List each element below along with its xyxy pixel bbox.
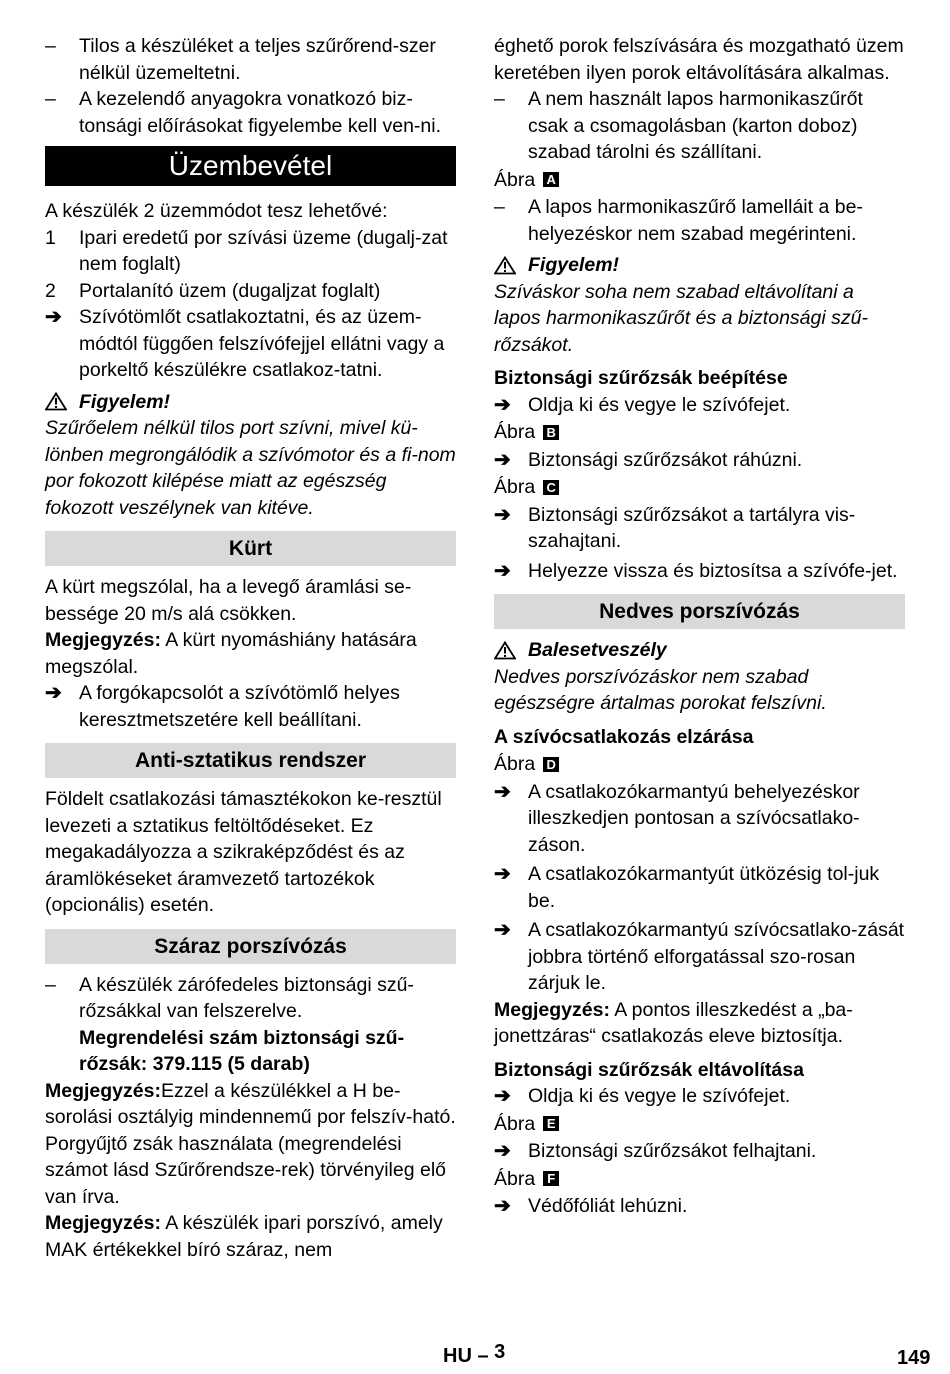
subheading-install: Biztonsági szűrőzsák beépítése — [494, 367, 788, 389]
note-label: Megjegyzés: — [494, 998, 610, 1021]
step-item — [494, 917, 905, 997]
arrow-right-icon: ➔ — [494, 448, 511, 471]
dash-marker: – — [45, 88, 56, 110]
figure-badge: D — [543, 757, 559, 772]
step-text: A forgókapcsolót a szívótömlő helyes keresztmetszetére kell beállítani. — [79, 682, 400, 731]
note-text: A készülék ipari porszívó, amely MAK értékekkel bíró száraz, nem — [45, 1212, 443, 1261]
figure-badge: B — [543, 425, 559, 440]
figure-ref — [494, 1166, 905, 1193]
arrow-right-icon: ➔ — [494, 503, 511, 526]
dash-marker: – — [45, 973, 56, 996]
step-item — [45, 304, 456, 384]
step-text: Biztonsági szűrőzsákot felhajtani. — [528, 1140, 817, 1162]
step-text: Biztonsági szűrőzsákot ráhúzni. — [528, 448, 803, 471]
list-item — [45, 86, 456, 139]
arrow-right-icon: ➔ — [494, 1085, 511, 1107]
list-item — [494, 194, 905, 247]
number-marker: 1 — [45, 226, 56, 249]
step-item — [494, 392, 905, 419]
figure-badge: A — [543, 172, 559, 187]
figure-ref — [494, 1111, 905, 1138]
list-item-text: A kezelendő anyagokra vonatkozó biz-tonsági előírásokat figyelembe kell ven-ni. — [79, 88, 442, 137]
step-text: A csatlakozókarmantyút ütközésig tol-juk be. — [528, 863, 880, 912]
list-item-text: Ipari eredetű por szívási üzeme (dugalj-zat nem foglalt) — [79, 226, 448, 275]
footer-language-page — [443, 1343, 505, 1370]
figure-ref — [494, 167, 905, 194]
step-item — [494, 779, 905, 859]
step-text: Oldja ki és vegye le szívófejet. — [528, 393, 791, 416]
arrow-right-icon: ➔ — [494, 863, 511, 885]
note-label: Megjegyzés: — [45, 1079, 161, 1102]
warning-label: Figyelem! — [528, 254, 620, 276]
note-text: A kürt nyomáshiány hatására megszólal. — [45, 629, 417, 678]
list-item — [45, 225, 456, 278]
step-item — [494, 447, 905, 474]
list-item — [494, 86, 905, 166]
warning-triangle-icon — [494, 641, 516, 660]
list-item — [45, 33, 456, 86]
list-item — [45, 972, 456, 1025]
dry-note-2 — [45, 1210, 456, 1263]
warning-heading — [494, 252, 905, 279]
warning-label: Figyelem! — [79, 390, 171, 413]
warning-text: Szűrőelem nélkül tilos port szívni, mivel kü-lönben megrongálódik a szívómotor és a fi-nom por fokozott kilépése miatt az egészség fokozott veszélynek van kitéve. — [45, 417, 456, 519]
note-text: A pontos illeszkedést a „ba-jonettzáras“ csatlakozás eleve biztosítja. — [494, 998, 853, 1047]
page-number: 149 — [897, 1347, 931, 1369]
step-item — [494, 558, 905, 585]
figure-label: Ábra — [494, 753, 536, 775]
step-text: Oldja ki és vegye le szívófejet. — [528, 1085, 791, 1107]
continued-text: éghető porok felszívására és mozgatható üzem keretében ilyen porok eltávolítására alkalmas. — [494, 35, 904, 84]
step-item — [45, 680, 456, 733]
footer-local-page: 3 — [494, 1341, 506, 1363]
step-item — [494, 1138, 905, 1165]
horn-note — [45, 627, 456, 680]
dry-note-1 — [45, 1078, 456, 1211]
section-title-uzembevetel: Üzembevétel — [45, 146, 456, 186]
note-label: Megjegyzés: — [45, 629, 161, 651]
step-item — [494, 502, 905, 555]
step-text: A csatlakozókarmantyú behelyezéskor illeszkedjen pontosan a szívócsatlako-záson. — [528, 780, 860, 856]
dash-marker: – — [494, 196, 505, 218]
step-text: Biztonsági szűrőzsákot a tartályra vis-szahajtani. — [528, 503, 856, 552]
step-text: Védőfóliát lehúzni. — [528, 1195, 688, 1217]
section-title-wet: Nedves porszívózás — [494, 594, 905, 629]
arrow-right-icon: ➔ — [494, 1195, 511, 1217]
list-item-text: A lapos harmonikaszűrő lamelláit a be-helyezéskor nem szabad megérinteni. — [528, 196, 863, 245]
arrow-right-icon: ➔ — [494, 919, 511, 941]
figure-label: Ábra — [494, 1167, 536, 1190]
figure-label: Ábra — [494, 1112, 536, 1135]
figure-ref — [494, 474, 905, 501]
section-title-kurt: Kürt — [45, 531, 456, 566]
list-item — [45, 278, 456, 305]
list-item-text: A készülék zárófedeles biztonsági szű-rőzsákkal van felszerelve. — [79, 973, 414, 1022]
figure-label: Ábra — [494, 421, 536, 443]
list-item-text: Tilos a készüléket a teljes szűrőrend-szer nélkül üzemeltetni. — [79, 35, 436, 84]
footer-dash: – — [477, 1345, 489, 1367]
list-item-text: Portalanító üzem (dugaljzat foglalt) — [79, 279, 381, 302]
figure-ref — [494, 419, 905, 446]
list-item-text: A nem használt lapos harmonikaszűrőt csak a csomagolásban (karton doboz) szabad tárolni és szállítani. — [528, 88, 863, 163]
arrow-right-icon: ➔ — [494, 393, 511, 416]
step-item — [494, 861, 905, 914]
arrow-right-icon: ➔ — [494, 780, 511, 803]
arrow-right-icon: ➔ — [45, 682, 62, 704]
section-title-dry: Száraz porszívózás — [45, 929, 456, 964]
modes-intro: A készülék 2 üzemmódot tesz lehetővé: — [45, 200, 388, 222]
step-item — [494, 1193, 905, 1220]
note-label: Megjegyzés: — [45, 1212, 161, 1234]
note-text: Ezzel a készülékkel a H be-sorolási osztályig mindennemű por felszív-ható. Porgyűjtő zsák használata (megrendelési számot lásd Szűrőrendsze-rek) törvényileg elő van írva. — [45, 1079, 456, 1208]
dash-marker: – — [494, 88, 505, 110]
subheading-closing: A szívócsatlakozás elzárása — [494, 725, 754, 748]
arrow-right-icon: ➔ — [494, 559, 511, 582]
danger-text: Nedves porszívózáskor nem szabad egészségre ártalmas porokat felszívni. — [494, 665, 827, 714]
subheading-removal: Biztonsági szűrőzsák eltávolítása — [494, 1058, 804, 1081]
figure-label: Ábra — [494, 476, 536, 498]
dash-marker: – — [45, 35, 56, 57]
figure-badge: F — [543, 1171, 559, 1186]
figure-badge: C — [543, 480, 559, 495]
warning-heading — [45, 389, 456, 416]
danger-label: Balesetveszély — [528, 639, 667, 661]
number-marker: 2 — [45, 279, 56, 302]
order-number: Megrendelési szám biztonsági szű-rőzsák: 379.115 (5 darab) — [79, 1026, 405, 1075]
warning-text: Szíváskor soha nem szabad eltávolítani a lapos harmonikaszűrőt és a biztonsági szű-rőzsákot. — [494, 280, 868, 356]
arrow-right-icon: ➔ — [494, 1140, 511, 1162]
figure-ref — [494, 751, 905, 778]
danger-heading — [494, 637, 905, 664]
figure-label: Ábra — [494, 168, 536, 191]
warning-triangle-icon — [494, 256, 516, 275]
step-text: Szívótömlőt csatlakoztatni, és az üzem-módtól függően felszívófejjel ellátni vagy a porkeltő készülékre csatlakoz-tatni. — [79, 306, 445, 381]
right-column — [494, 33, 905, 1220]
horn-text: A kürt megszólal, ha a levegő áramlási se-bessége 20 m/s alá csökken. — [45, 576, 412, 625]
warning-triangle-icon — [45, 392, 67, 411]
left-column — [45, 33, 456, 1263]
footer-lang: HU — [443, 1345, 472, 1367]
section-title-antistatic: Anti-sztatikus rendszer — [45, 743, 456, 778]
closing-note — [494, 997, 905, 1050]
step-text: Helyezze vissza és biztosítsa a szívófe-jet. — [528, 559, 898, 582]
arrow-right-icon: ➔ — [45, 306, 62, 328]
step-text: A csatlakozókarmantyú szívócsatlako-zását jobbra történő elforgatással szo-rosan zárjuk le. — [528, 919, 905, 994]
figure-badge: E — [543, 1116, 559, 1131]
antistatic-text: Földelt csatlakozási támasztékokon ke-resztül levezeti a sztatikus feltöltődéseket. Ez megakadályozza a szikraképződést és az áramlökéseket áramvezető tartozékok (opcionális) esetén. — [45, 788, 442, 916]
step-item — [494, 1083, 905, 1110]
